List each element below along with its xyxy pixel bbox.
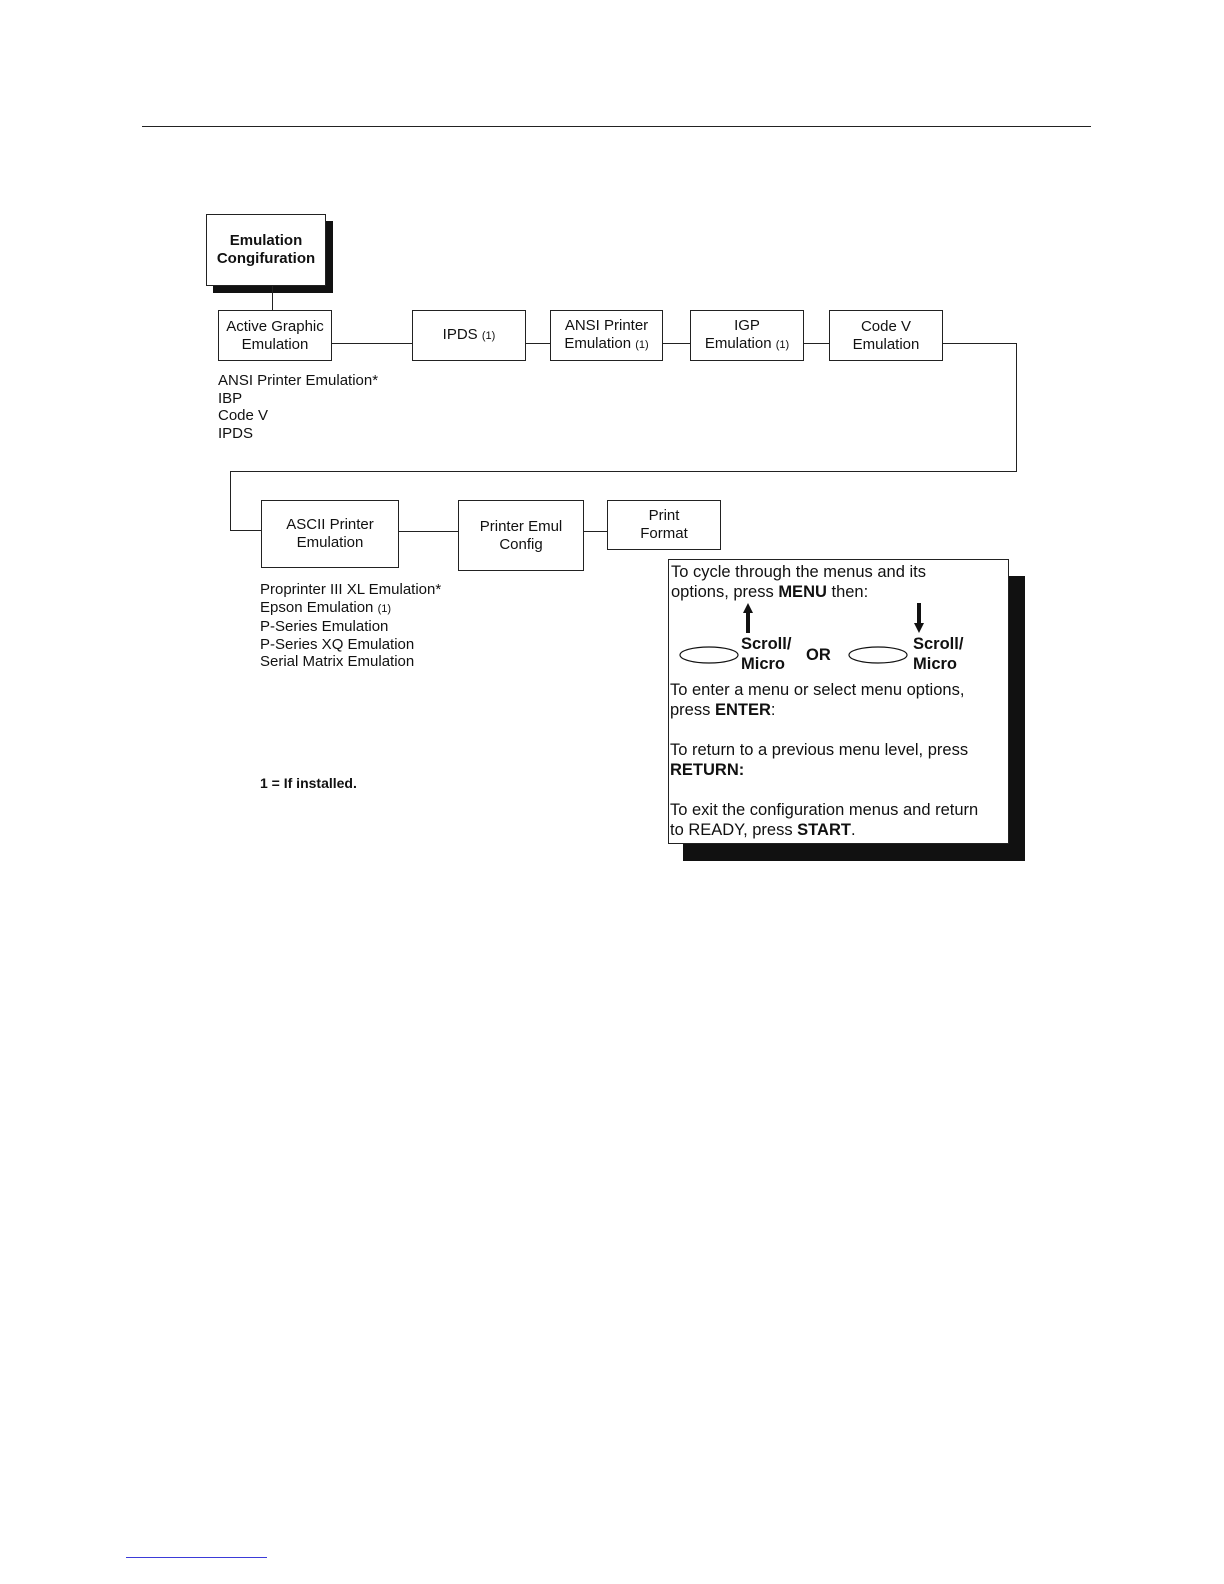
node-active-graphic-emulation[interactable] bbox=[218, 310, 332, 361]
connector-wrap-in bbox=[230, 530, 261, 531]
up-arrow-icon bbox=[742, 603, 754, 633]
node-label: Printer Emul bbox=[479, 517, 563, 535]
node-label: Config bbox=[499, 535, 543, 553]
root-line1: Emulation bbox=[229, 232, 303, 249]
footnote-if-installed: 1 = If installed. bbox=[260, 775, 357, 791]
node-printer-emul-config[interactable] bbox=[458, 500, 584, 571]
node-label: Emulation bbox=[852, 335, 920, 353]
option-item: Code V bbox=[218, 407, 269, 424]
node-label: ASCII Printer bbox=[286, 516, 374, 533]
installed-note: (1) bbox=[775, 339, 790, 351]
node-label: Code V bbox=[860, 317, 912, 335]
connector bbox=[584, 531, 607, 532]
option-item: Proprinter III XL Emulation* bbox=[260, 581, 442, 598]
connector bbox=[399, 531, 458, 532]
help-cycle-line1: To cycle through the menus and its bbox=[671, 563, 926, 581]
node-print-format[interactable] bbox=[607, 500, 721, 550]
header-rule bbox=[142, 126, 1091, 127]
root-line2: Congifuration bbox=[216, 250, 316, 267]
help-cycle-line2: options, press MENU then: bbox=[671, 583, 869, 601]
connector-wrap-across bbox=[230, 471, 1017, 472]
node-label: Active Graphic bbox=[226, 317, 324, 335]
connector bbox=[526, 343, 550, 344]
connector bbox=[663, 343, 690, 344]
option-item: IPDS bbox=[218, 424, 254, 442]
installed-note: (1) bbox=[481, 330, 496, 342]
node-label: Emulation bbox=[296, 534, 364, 551]
node-label: ANSI Printer bbox=[564, 317, 649, 334]
connector-wrap-down-left bbox=[230, 471, 231, 531]
node-label: IPDS bbox=[442, 326, 478, 343]
connector-wrap-down bbox=[1016, 343, 1017, 472]
node-label: IGP bbox=[734, 317, 760, 334]
option-item: P-Series Emulation bbox=[260, 618, 389, 635]
option-item: Epson Emulation (1) bbox=[260, 598, 392, 616]
option-item: ANSI Printer Emulation* bbox=[218, 372, 379, 389]
connector-wrap-right bbox=[943, 343, 1017, 344]
option-item: IBP bbox=[218, 389, 243, 407]
node-code-v-emulation[interactable] bbox=[829, 310, 943, 361]
scroll-up-label: Scroll/ Micro bbox=[741, 635, 792, 673]
connector bbox=[332, 343, 412, 344]
node-label: Print bbox=[648, 507, 680, 524]
node-igp-emulation[interactable] bbox=[690, 310, 804, 361]
down-arrow-icon bbox=[913, 603, 925, 633]
node-ascii-printer-emulation[interactable] bbox=[261, 500, 399, 568]
ascii-options bbox=[260, 581, 441, 671]
help-exit: To exit the configuration menus and return to READY, press START. bbox=[670, 801, 979, 839]
node-label: Emulation bbox=[564, 335, 632, 352]
help-enter: To enter a menu or select menu options, press ENTER: bbox=[670, 681, 965, 719]
connector bbox=[804, 343, 829, 344]
option-item: P-Series XQ Emulation bbox=[260, 635, 415, 653]
installed-note: (1) bbox=[635, 339, 649, 351]
footer-link-underline bbox=[126, 1557, 267, 1558]
help-return: To return to a previous menu level, press RETURN: bbox=[670, 741, 969, 779]
node-label: Emulation bbox=[704, 335, 772, 352]
node-label: Format bbox=[640, 525, 688, 542]
root-node-emulation-configuration[interactable] bbox=[206, 214, 326, 286]
node-ipds[interactable] bbox=[412, 310, 526, 361]
or-label: OR bbox=[806, 646, 831, 664]
connector-root-down bbox=[272, 286, 273, 310]
scroll-down-key-icon[interactable] bbox=[847, 645, 909, 665]
scroll-up-key-icon[interactable] bbox=[678, 645, 740, 665]
option-item: Serial Matrix Emulation bbox=[260, 653, 415, 670]
scroll-down-label: Scroll/ Micro bbox=[913, 635, 964, 673]
active-graphic-options bbox=[218, 372, 378, 442]
node-label: Emulation bbox=[241, 335, 309, 353]
node-ansi-printer-emulation[interactable] bbox=[550, 310, 663, 361]
